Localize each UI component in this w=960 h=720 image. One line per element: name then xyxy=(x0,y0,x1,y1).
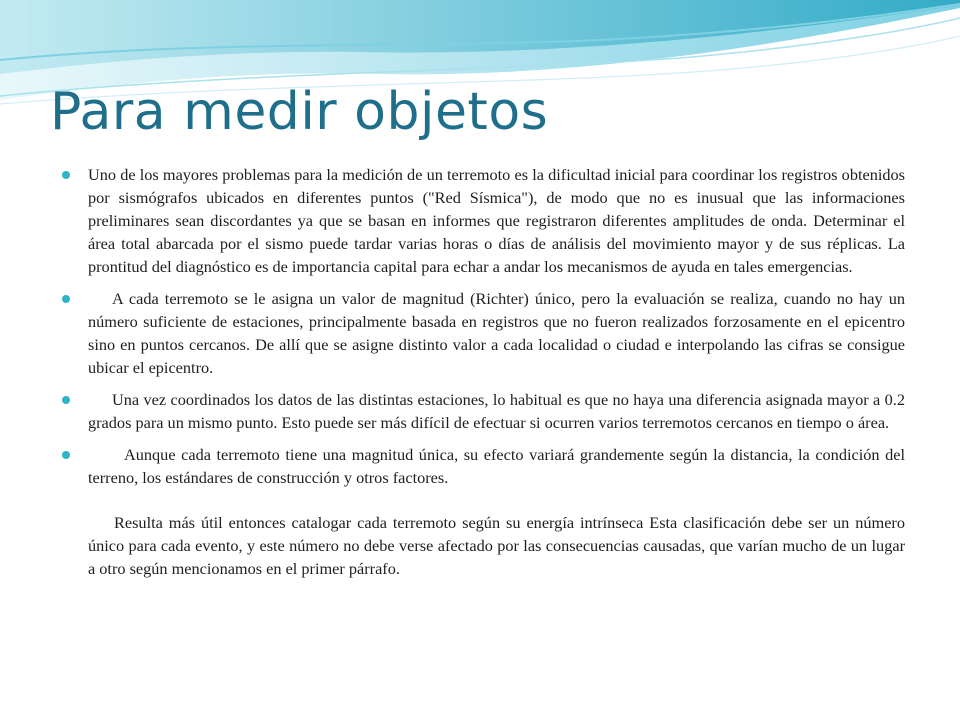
bullet-item xyxy=(62,443,905,489)
closing-paragraph xyxy=(62,511,905,580)
bullet-text: Aunque cada terremoto tiene una magnitud única, su efecto variará grandemente según la distancia, la condición del terreno, los estándares de construcción y otros factores. xyxy=(88,445,905,487)
bullet-dot-icon xyxy=(62,295,70,303)
bullet-dot-icon xyxy=(62,171,70,179)
bullet-text: Una vez coordinados los datos de las distintas estaciones, lo habitual es que no haya una diferencia asignada mayor a 0.2 grados para un mismo punto. Esto puede ser más difícil de efectuar si ocurren varios terremotos cercanos en tiempo o área. xyxy=(88,390,905,432)
bullet-dot-icon xyxy=(62,396,70,404)
bullet-dot-icon xyxy=(62,451,70,459)
bullet-item xyxy=(62,287,905,379)
bullet-text: A cada terremoto se le asigna un valor de magnitud (Richter) único, pero la evaluación se realiza, cuando no hay un número suficiente de estaciones, principalmente basada en registros que no fueron realizados forzosamente en el epicentro sino en puntos cercanos. De allí que se asigne distinto valor a cada localidad o ciudad e interpolando las cifras se consigue ubicar el epicentro. xyxy=(88,289,905,377)
slide-content xyxy=(62,163,905,580)
page-title: Para medir objetos xyxy=(50,82,549,142)
bullet-item xyxy=(62,388,905,434)
bullet-item xyxy=(62,163,905,278)
paragraph-text: Resulta más útil entonces catalogar cada terremoto según su energía intrínseca Esta clasificación debe ser un número único para cada evento, y este número no debe verse afectado por las consecuencias causadas, que varían mucho de un lugar a otro según mencionamos en el primer párrafo. xyxy=(88,513,905,578)
bullet-text: Uno de los mayores problemas para la medición de un terremoto es la dificultad inicial para coordinar los registros obtenidos por sismógrafos ubicados en diferentes puntos ("Red Sísmica"), de modo que no es inusual que las informaciones preliminares sean discordantes ya que se basan en informes que registraron diferentes amplitudes de onda. Determinar el área total abarcada por el sismo puede tardar varias horas o días de análisis del movimiento mayor y de sus réplicas. La prontitud del diagnóstico es de importancia capital para echar a andar los mecanismos de ayuda en tales emergencias. xyxy=(88,165,905,276)
